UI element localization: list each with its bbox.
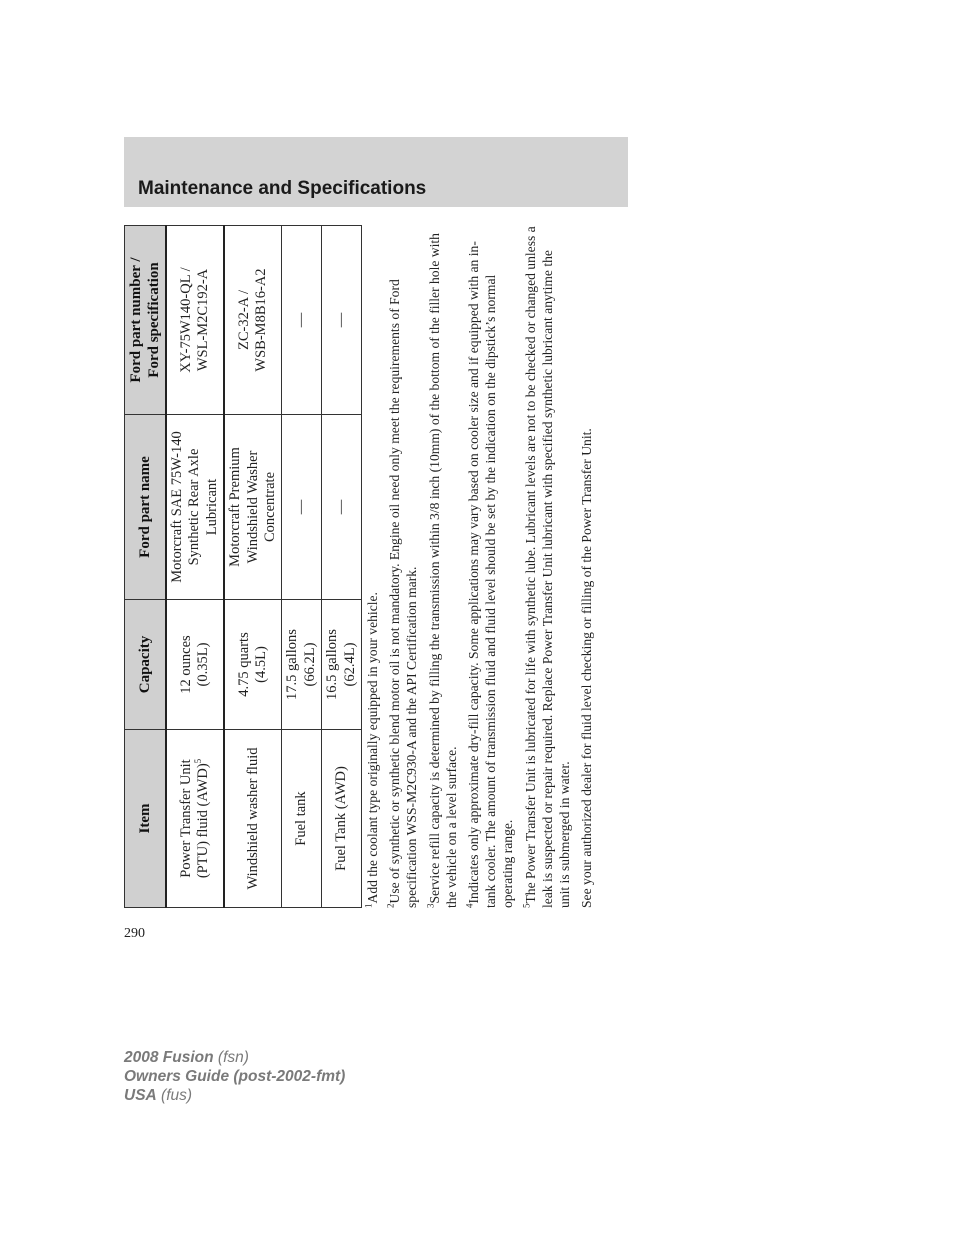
footer-line2: [124, 1067, 345, 1086]
footnote: [386, 226, 420, 908]
cell-part-number: [224, 226, 282, 415]
part-name-line2: Synthetic Rear Axle: [186, 448, 203, 566]
cell-part-number: [166, 226, 224, 415]
header-part-number-line2: Ford specification: [146, 262, 162, 378]
item-footnote-ref: 5: [193, 758, 204, 764]
capacity-line1: 12 ounces: [177, 635, 194, 694]
cell-part-name: —: [282, 415, 322, 600]
footnote: [465, 226, 517, 908]
footnote-number: 5: [521, 903, 532, 908]
capacity-line2: (62.4L): [341, 642, 358, 687]
item-line1: Power Transfer Unit: [177, 759, 194, 878]
footnote-text: Indicates only approximate dry-fill capacity. Some applications may vary based on cooler size and if equipped with an in-tank cooler. The amount of transmission fluid and fluid level should be set by the indication on the dipstick’s normal operating range.: [466, 241, 516, 908]
footnote: [522, 226, 574, 908]
table-row: [224, 226, 282, 908]
cell-part-name: [166, 415, 224, 600]
capacity-line1: 16.5 gallons: [324, 629, 341, 700]
footnote-text: Add the coolant type originally equipped in your vehicle.: [365, 592, 380, 904]
footnote-number: 2: [385, 903, 396, 908]
capacity-line1: 17.5 gallons: [284, 629, 301, 700]
cell-item: Windshield washer fluid: [224, 730, 282, 908]
cell-capacity: [282, 600, 322, 730]
footer-line1: [124, 1048, 345, 1067]
page-number: 290: [124, 926, 145, 941]
part-number-line2: WSL-M2C192-A: [195, 268, 212, 372]
rotated-content: [124, 226, 604, 908]
header-band: [124, 137, 628, 207]
cell-item: Fuel tank: [282, 730, 322, 908]
capacity-line2: (4.5L): [253, 646, 270, 683]
table-row: [282, 226, 322, 908]
table-header-row: [125, 226, 167, 908]
cell-part-name: —: [322, 415, 362, 600]
cell-part-name: [224, 415, 282, 600]
header-part-name: Ford part name: [125, 415, 167, 600]
part-name-line1: Motorcraft SAE 75W-140: [169, 431, 185, 583]
footer-model-code: (fsn): [217, 1049, 249, 1066]
footnotes: [364, 226, 600, 908]
part-name-line3: Concentrate: [261, 471, 278, 543]
footnote-number: 4: [464, 903, 475, 908]
cell-capacity: [166, 600, 224, 730]
table-row: [166, 226, 224, 908]
part-number-line1: ZC-32-A /: [235, 290, 252, 351]
part-number-line1: XY-75W140-QL /: [177, 267, 194, 373]
part-number-line2: WSB-M8B16-A2: [253, 268, 270, 372]
footer-market-code: (fus): [161, 1087, 193, 1104]
part-name-line3: Lubricant: [203, 478, 220, 536]
header-capacity: Capacity: [125, 600, 167, 730]
footnote: [364, 226, 381, 908]
footnote-text: The Power Transfer Unit is lubricated for life with synthetic lube. Lubricant levels are not to be checked or changed unless a leak is suspected or repair required. Replace Power Transfer Unit lubricant with specified synthetic lubricant anytime the unit is submerged in water.: [522, 226, 573, 908]
footnote-number: 1: [363, 903, 374, 908]
cell-item: [166, 730, 224, 908]
cell-capacity: [224, 600, 282, 730]
closing-note: See your authorized dealer for fluid level checking or filling of the Power Transfer Unit.: [579, 428, 595, 908]
footer-line3: [124, 1086, 345, 1105]
footer: [124, 1048, 345, 1105]
footnote-number: 3: [425, 903, 436, 908]
footer-model: 2008 Fusion: [124, 1049, 214, 1066]
cell-item: Fuel Tank (AWD): [322, 730, 362, 908]
capacity-line2: (0.35L): [195, 642, 212, 687]
footnote-text: Service refill capacity is determined by filling the transmission within 3/8 inch (10mm) of the bottom of the filler hole with the vehicle on a level surface.: [426, 233, 459, 908]
capacity-line1: 4.75 quarts: [235, 632, 252, 697]
footer-market: USA: [124, 1087, 157, 1104]
part-name-line2: Windshield Washer: [244, 450, 261, 564]
specifications-table: [124, 225, 362, 908]
header-part-number: [125, 226, 167, 415]
cell-capacity: [322, 600, 362, 730]
cell-part-number: —: [322, 226, 362, 415]
item-line2: (PTU) fluid (AWD): [195, 763, 212, 879]
cell-part-number: —: [282, 226, 322, 415]
footnote: [426, 226, 460, 908]
footnote-text: Use of synthetic or synthetic blend motor oil is not mandatory. Engine oil need only meet the requirements of Ford specification WSS-M2C930-A and the API Certification mark.: [387, 279, 420, 908]
header-part-number-line1: Ford part number /: [128, 257, 144, 383]
section-title: Maintenance and Specifications: [138, 178, 427, 199]
header-item: Item: [125, 730, 167, 908]
table-row: [322, 226, 362, 908]
capacity-line2: (66.2L): [301, 642, 318, 687]
part-name-line1: Motorcraft Premium: [227, 447, 244, 567]
footer-guide: Owners Guide (post-2002-fmt): [124, 1068, 346, 1085]
